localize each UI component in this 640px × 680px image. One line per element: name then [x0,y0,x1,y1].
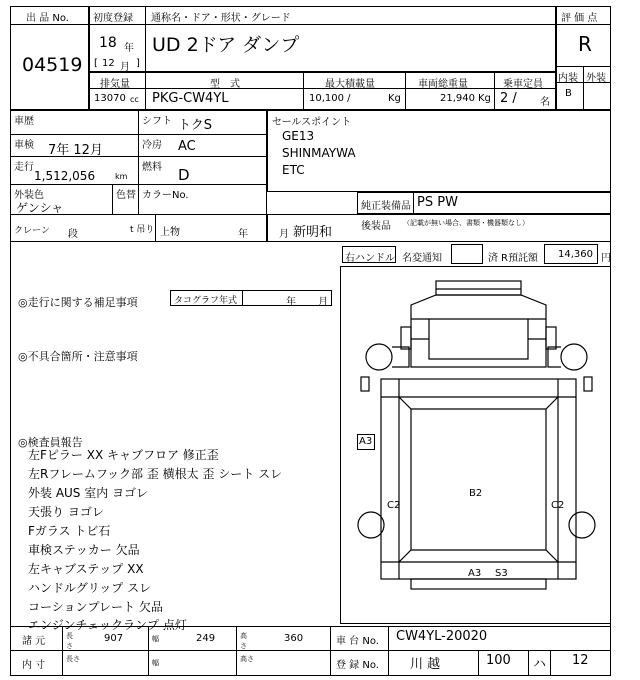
length-value: 907 [104,633,124,644]
sales-item-3: ETC [282,163,305,177]
front-right-wheel [561,344,587,370]
height-value: 360 [284,633,304,644]
model-header: 通称名・ドア・形状・グレード [151,13,291,24]
reg-class: 100 [486,653,511,668]
inspector-item: 左Rフレームフック部 歪 横根太 歪 シート スレ [28,467,283,481]
inspector-item: 左Fピラー XX キャブフロア 修正歪 [28,448,219,462]
color-value: ゲンシャ [16,201,64,215]
equip-maker: 新明和 [293,225,333,240]
inspector-label: ◎検査員報告 [18,436,83,449]
diagram-mark: S3 [495,568,508,579]
capacity-value: 2 / [500,91,517,106]
lot-number: 04519 [22,54,83,76]
displacement-value: 13070 [94,93,126,104]
type-value: PKG-CW4YL [152,91,229,106]
mileage-value: 1,512,056 [34,169,96,183]
sales-item-1: GE13 [282,129,315,143]
rear-left-wheel [358,512,384,538]
fuel-value: D [178,166,190,184]
diagram-mark: C2 [387,500,401,511]
defect-label: ◎不具合箇所・注意事項 [18,350,138,363]
inspector-item: エンジンチェックランプ 点灯 [28,618,187,632]
interior-grade: B [565,88,572,99]
diagram-mark: B2 [469,488,483,499]
rating-label: 評 価 点 [561,13,598,24]
cab-roof [436,281,521,295]
diagram-mark: C2 [551,500,565,511]
first-reg-label: 初度登録 [93,13,133,24]
inspection-value: 7年 12月 [48,143,103,158]
max-load-value: 10,100 / [309,93,351,104]
handle-value: 右ハンドル [345,253,395,264]
sales-label: セールスポイント [272,117,352,128]
gvw-value: 21,940 [440,93,475,104]
reg-number: 12 [572,653,589,668]
inspector-item: 左キャブステップ XX [28,562,144,576]
std-equipment: PS PW [417,195,458,210]
driving-notes-label: ◎走行に関する補足事項 [18,296,138,309]
sales-item-2: SHINMAYWA [282,146,356,160]
chassis-value: CW4YL-20020 [396,629,488,644]
inspector-item: Fガラス トビ石 [28,524,111,538]
inspector-item: ハンドルグリップ スレ [28,581,152,595]
reg-area: 川 越 [410,657,441,672]
model-name: UD 2ドア ダンプ [152,34,300,56]
first-reg-year: 18 [99,35,117,51]
inspector-item: 天張り ヨゴレ [28,505,104,519]
width-value: 249 [196,633,216,644]
recycle-status: 済 [488,253,498,264]
diagram-mark: A3 [468,568,482,579]
footer-box [10,626,611,676]
ac-value: AC [178,139,196,154]
first-reg-month: 12 [102,58,115,69]
recycle-value: 14,360 [558,249,593,260]
lot-label: 出 品 No. [26,13,69,24]
diagram-mark: A3 [359,436,373,447]
shift-value: トクS [178,118,212,133]
inspector-item: コーションプレート 欠品 [28,600,163,614]
inspector-item: 外装 AUS 室内 ヨゴレ [28,486,149,500]
front-left-wheel [366,344,392,370]
cab-body [411,295,546,367]
rear-right-wheel [569,512,595,538]
rating-value: R [578,32,592,56]
reg-kana: ハ [533,657,547,672]
inspector-item: 車検ステッカー 欠品 [28,543,140,557]
